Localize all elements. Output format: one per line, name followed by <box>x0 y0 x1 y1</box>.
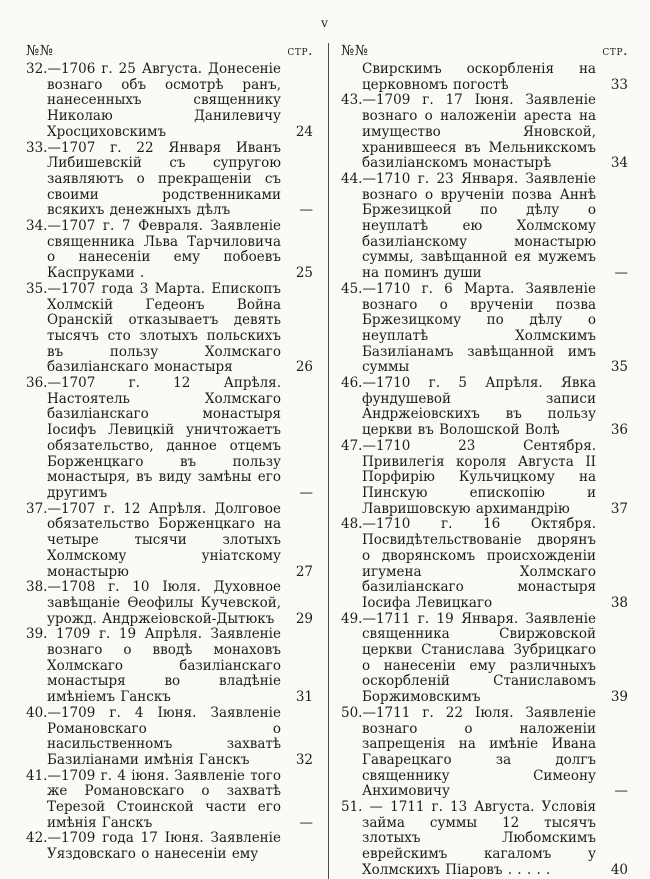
entry-text: 32.—1706 г. 25 Августа. Донесеніе вознаго объ осмотрѣ ранъ, нанесенныхъ священнику Николаю Данилевичу Хросциховскимъ <box>26 61 281 140</box>
toc-entry <box>26 376 313 502</box>
entry-page-number: 40 <box>610 861 628 878</box>
toc-entry <box>26 627 313 706</box>
entry-page-number: 32 <box>295 751 313 768</box>
toc-entry <box>341 376 628 439</box>
entry-text: 48.—1710 г. 16 Октября. Посвидѣтельствованіе дворянъ о дворянскомъ происхожденіи игумена Холмскаго базиліанскаго монастыря Іосифа Левицкаго <box>341 516 596 611</box>
entry-page-number: 33 <box>610 76 628 93</box>
toc-entry <box>26 282 313 376</box>
entry-text: 39. 1709 г. 19 Апрѣля. Заявленіе вознаго о вводѣ монаховъ Холмскаго базиліанскаго монастыря во владѣніе имѣніемъ Ганскъ <box>26 626 281 706</box>
entry-page-number: 38 <box>610 594 628 611</box>
entry-text: 35.—1707 года 3 Марта. Епископъ Холмскій Гедеонъ Война Оранскій отказываетъ девять тысячъ сто злотыхъ польскихъ въ пользу Холмскаго базиліанскаго монастыря <box>26 280 281 376</box>
entry-page-number: — <box>614 783 628 800</box>
entry-page-number: 31 <box>295 689 313 706</box>
entry-page-number: 36 <box>610 422 628 439</box>
entry-page-number: — <box>299 202 313 219</box>
entry-page-number: 29 <box>295 610 313 627</box>
entry-text: 36.—1707 г. 12 Апрѣля. Настоятель Холмскаго базиліанскаго монастыря Іосифъ Левицкій уничтожаетъ обязательство, данное отцемъ Борженцкаго въ пользу монастыря, въ виду замѣны его другимъ <box>26 375 281 501</box>
entry-page-number: 24 <box>295 123 313 140</box>
toc-columns <box>0 43 650 879</box>
entry-text: 40.—1709 г. 4 Іюня. Заявленіе Романовскаго о насильственномъ захватѣ Базиліанами имѣнія Ганскъ <box>26 704 281 768</box>
toc-entry <box>341 439 628 518</box>
numbers-column-label: №№ <box>26 43 54 59</box>
entry-page-number: 34 <box>610 155 628 172</box>
numbers-column-label: №№ <box>341 43 369 59</box>
toc-entry <box>26 62 313 141</box>
toc-entry <box>341 800 628 879</box>
entry-page-number: 25 <box>295 265 313 282</box>
toc-column-left <box>26 43 328 863</box>
toc-entry <box>341 62 628 93</box>
entry-page-number: — <box>614 265 628 282</box>
entry-text: 49.—1711 г. 19 Января. Заявленіе священника Свиржовской церкви Станислава Зубрицкаго о нанесеніи ему различныхъ оскорбленій Станиславомъ Боржимовскимъ <box>341 610 596 706</box>
toc-entry <box>26 769 313 832</box>
toc-entry <box>341 612 628 706</box>
entry-list <box>26 62 313 863</box>
entry-text: 34.—1707 г. 7 Февраля. Заявленіе священника Льва Тарчиловича о нанесеніи ему побоевъ Каспруками . <box>26 218 281 282</box>
toc-entry <box>26 502 313 581</box>
entry-page-number: 26 <box>295 359 313 376</box>
entry-text: 41.—1709 г. 4 іюня. Заявленіе того же Романовскаго о захватѣ Терезой Стоинской части его имѣнія Ганскъ <box>26 767 281 831</box>
toc-entry <box>26 831 313 862</box>
entry-text: 38.—1708 г. 10 Іюля. Духовное завѣщаніе Ѳеофилы Кучевской, урожд. Андржеіовской-Дытюкъ <box>26 579 281 627</box>
entry-page-number: 27 <box>295 563 313 580</box>
entry-page-number: 35 <box>610 359 628 376</box>
page-number: v <box>321 16 329 30</box>
entry-text: 42.—1709 года 17 Іюня. Заявленіе Уяздовскаго о нанесеніи ему <box>26 830 281 863</box>
toc-entry <box>26 141 313 220</box>
page-column-label: стр. <box>602 43 628 59</box>
entry-list <box>341 62 628 879</box>
entry-text: 43.—1709 г. 17 Іюня. Заявленіе вознаго о наложеніи ареста на имущество Яновской, хранившееся въ Мельникскомъ базиліанскомъ монастырѣ <box>341 92 596 172</box>
entry-text: 46.—1710 г. 5 Апрѣля. Явка фундушевой записи Андржеіовскихъ въ пользу церкви въ Волошской Волѣ <box>341 375 596 439</box>
entry-text: 33.—1707 г. 22 Января Иванъ Либишевскій съ супругою заявляютъ о прекращеніи съ своими родственниками всякихъ денежныхъ дѣлъ <box>26 139 281 219</box>
entry-text: 45.—1710 г. 6 Марта. Заявленіе вознаго о врученіи позва Бржезицкому по дѣлу о неуплатѣ Холмскимъ Базиліанамъ завѣщанной имъ суммы <box>341 280 596 376</box>
toc-entry <box>341 172 628 282</box>
toc-entry <box>341 517 628 611</box>
entry-page-number: 37 <box>610 500 628 517</box>
toc-entry <box>341 93 628 172</box>
entry-text: 37.—1707 г. 12 Апрѣля. Долговое обязательство Борженцкаго на четыре тысячи злотыхъ Холмскому уніатскому монастырю <box>26 500 281 580</box>
toc-entry <box>26 219 313 282</box>
toc-column-right <box>328 43 628 879</box>
entry-text: Свирскимъ оскорбленія на церковномъ погостѣ <box>362 61 596 93</box>
column-header-left <box>26 43 313 59</box>
toc-entry <box>26 580 313 627</box>
entry-text: 51. — 1711 г. 13 Августа. Условія займа суммы 12 тысячъ злотыхъ Любомскимъ еврейскимъ кагаломъ у Холмскихъ Піаровъ . . . . . <box>341 799 596 878</box>
entry-page-number: 39 <box>610 689 628 706</box>
toc-entry <box>341 706 628 800</box>
page-column-label: стр. <box>287 43 313 59</box>
entry-text: 44.—1710 г. 23 Января. Заявленіе вознаго о врученіи позва Аннѣ Бржезицкой по дѣлу о неуплатѣ ею Холмскому базиліанскому монастырю суммы, завѣщанной ея мужемъ на поминъ души <box>341 170 596 282</box>
entry-page-number: — <box>299 814 313 831</box>
entry-page-number: — <box>299 484 313 501</box>
column-header-right <box>341 43 628 59</box>
entry-text: 47.—1710 23 Сентября. Привилегія короля Августа II Порфирію Кульчицкому на Пинскую епископію и Лавришовскую архимандрію <box>341 437 596 517</box>
entry-text: 50.—1711 г. 22 Іюля. Заявленіе вознаго о наложеніи запрещенія на имѣніе Ивана Гаварецкаго за долгъ священнику Симеону Анхимовичу <box>341 704 596 800</box>
toc-entry <box>341 282 628 376</box>
toc-entry <box>26 706 313 769</box>
